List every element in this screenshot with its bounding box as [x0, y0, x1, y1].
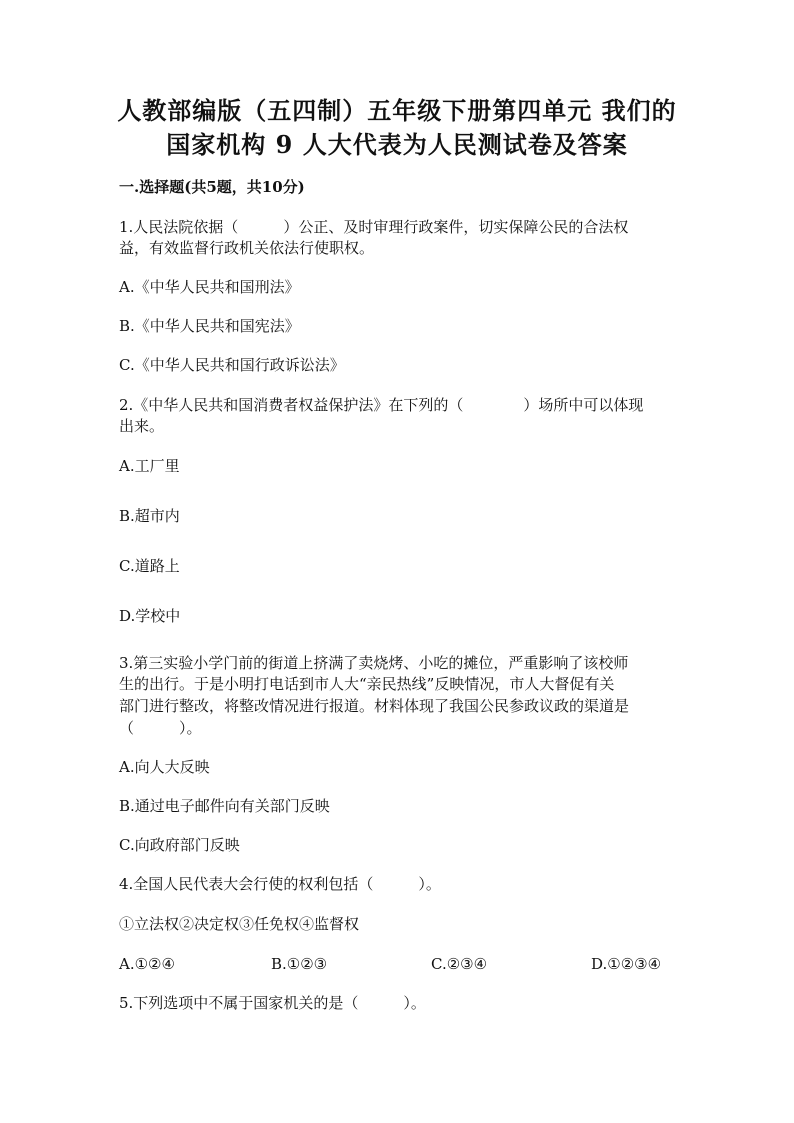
question-3-text-line-4: （ ）。	[119, 719, 202, 737]
question-5-text-line-1: 5.下列选项中不属于国家机关的是（ ）。	[119, 994, 426, 1012]
question-3-text-line-1: 3.第三实验小学门前的街道上挤满了卖烧烤、小吃的摊位，严重影响了该校师	[119, 654, 629, 672]
question-4-text-line-2: ①立法权②决定权③任免权④监督权	[119, 915, 360, 933]
question-4-option-b: B.①②③	[271, 955, 328, 973]
question-1-option-c: C.《中华人民共和国行政诉讼法》	[119, 356, 345, 374]
question-1-option-b: B.《中华人民共和国宪法》	[119, 317, 300, 335]
question-2-text-line-2: 出来。	[119, 417, 165, 435]
question-4-option-d: D.①②③④	[591, 955, 662, 973]
question-2-option-a: A.工厂里	[119, 457, 180, 475]
question-2-option-c: C.道路上	[119, 557, 180, 575]
question-3-option-b: B.通过电子邮件向有关部门反映	[119, 797, 330, 815]
question-2-option-b: B.超市内	[119, 507, 180, 525]
question-4-option-c: C.②③④	[431, 955, 488, 973]
question-1-option-a: A.《中华人民共和国刑法》	[119, 278, 300, 296]
question-2-text-line-1: 2.《中华人民共和国消费者权益保护法》在下列的（ ）场所中可以体现	[119, 396, 644, 414]
section-heading: 一.选择题(共5题，共10分)	[119, 178, 305, 196]
question-1-text-line-1: 1.人民法院依据（ ）公正、及时审理行政案件，切实保障公民的合法权	[119, 218, 629, 236]
exam-title-line-1: 人教部编版（五四制）五年级下册第四单元 我们的	[117, 96, 677, 125]
question-3-text-line-3: 部门进行整改，将整改情况进行报道。材料体现了我国公民参政议政的渠道是	[119, 697, 630, 715]
question-4-text-line-1: 4.全国人民代表大会行使的权利包括（ ）。	[119, 875, 441, 893]
question-1-text-line-2: 益，有效监督行政机关依法行使职权。	[119, 239, 375, 257]
question-3-option-c: C.向政府部门反映	[119, 836, 240, 854]
question-2-option-d: D.学校中	[119, 607, 181, 625]
question-3-text-line-2: 生的出行。于是小明打电话到市人大“亲民热线”反映情况，市人大督促有关	[119, 675, 615, 693]
question-3-option-a: A.向人大反映	[119, 758, 210, 776]
question-4-option-a: A.①②④	[119, 955, 175, 973]
exam-title-line-2: 国家机构 9 人大代表为人民测试卷及答案	[166, 130, 628, 159]
